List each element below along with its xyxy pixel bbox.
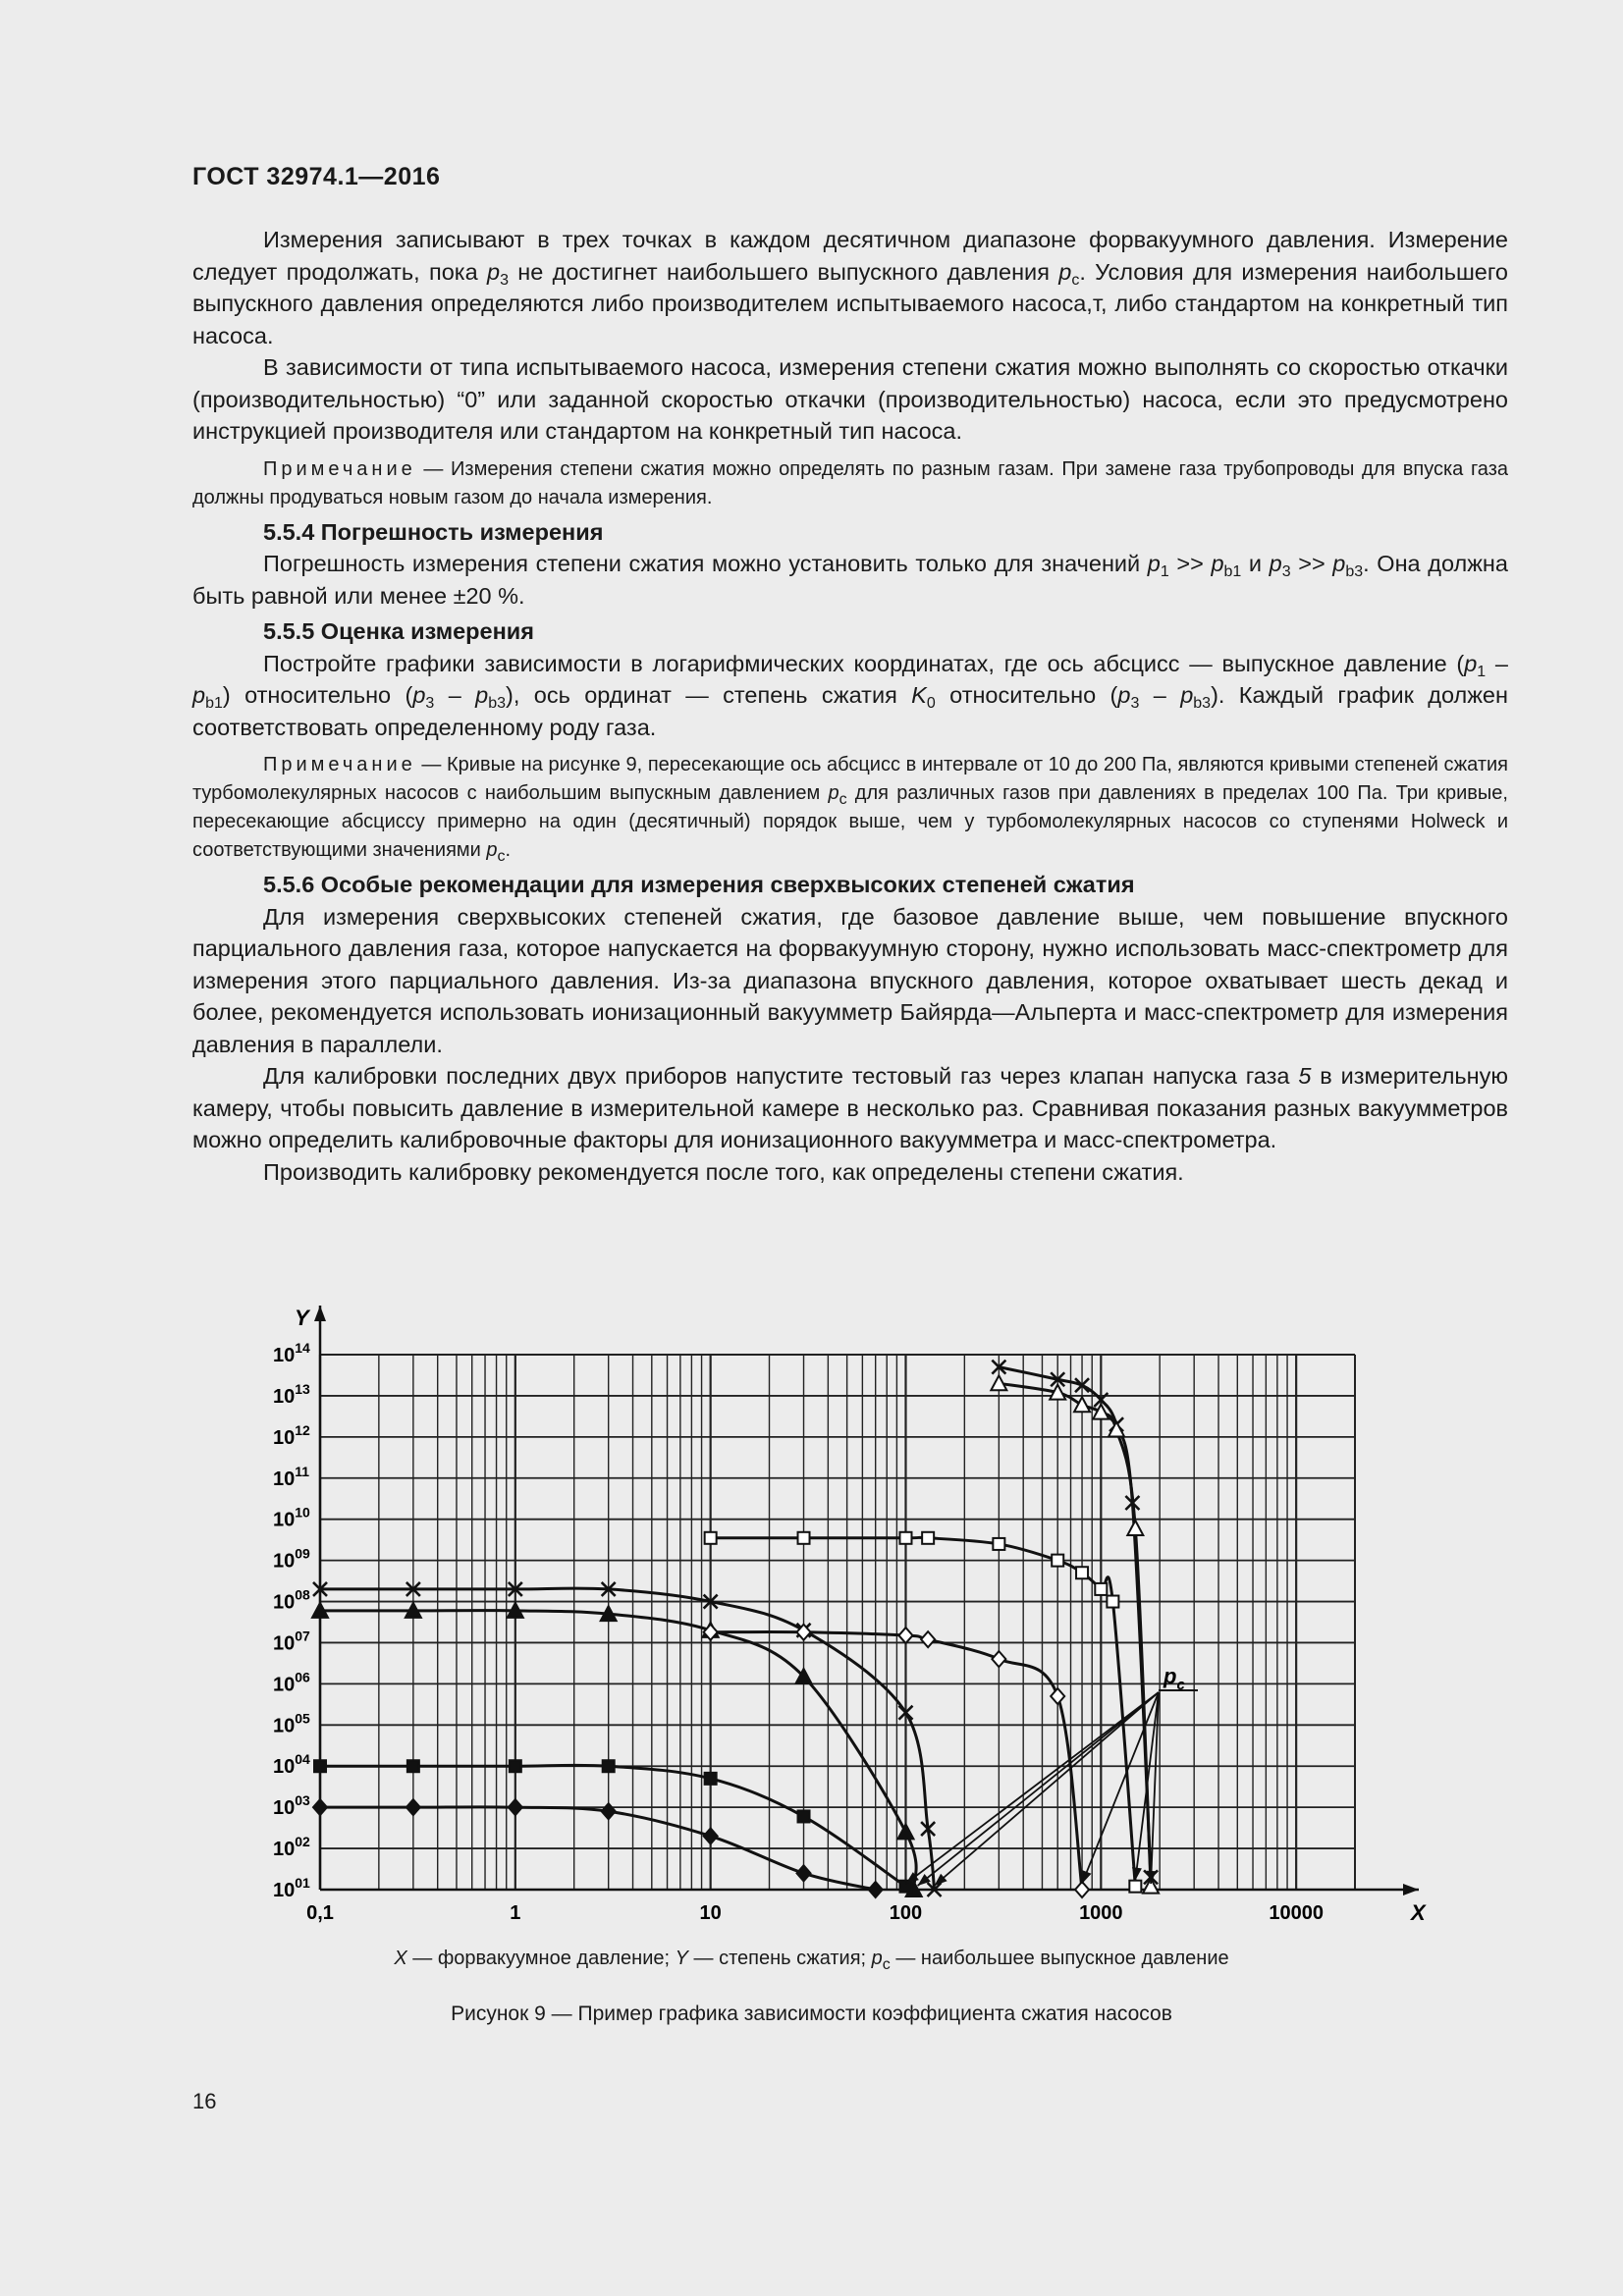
filled-diamond-marker (313, 1799, 327, 1815)
note-1: Примечание — Измерения степени сжатия можно определять по разным газам. При замене газа трубопроводы для впуска газа должны продуваться новым газом до начала измерения. (192, 457, 1508, 508)
x-tick-label: 1000 (1079, 1902, 1123, 1924)
open-square-marker (1052, 1555, 1063, 1567)
open-diamond-marker (921, 1631, 935, 1647)
x-tick-label: 0,1 (306, 1902, 334, 1924)
filled-triangle-marker (897, 1824, 913, 1839)
paragraph-2: В зависимости от типа испытываемого насоса, измерения степени сжатия можно выполнять со скоростью откачки (производительностью) “0” или заданной скоростью откачки (производительностью) насоса, если это предусмотрено инструкцией производителя или стандартом на конкретный тип насоса. (192, 354, 1508, 444)
section-5-5-5-text: Постройте графики зависимости в логарифмических координатах, где ось абсцисс — выпускное давление $(p_1 - p_{b1})$ относительно $(p_3 - p_{b3})$, ось ординат — степень сжатия $K_0$ относительно $(p_3 - p_{b3})$. Каждый график должен соответствовать определенному роду газа. (192, 650, 1508, 740)
page-number: 16 (192, 2089, 217, 2113)
y-tick-label: $10^{06}$ (273, 1669, 310, 1696)
filled-square-marker (798, 1810, 810, 1822)
open-square-marker (798, 1532, 810, 1544)
open-diamond-marker (1075, 1882, 1089, 1897)
chart-svg (245, 1296, 1453, 1924)
y-tick-label: $10^{07}$ (273, 1628, 310, 1655)
y-tick-label: $10^{08}$ (273, 1586, 310, 1614)
open-square-marker (1129, 1881, 1141, 1893)
section-5-5-6-paragraph-1: Для измерения сверхвысоких степеней сжатия, где базовое давление выше, чем повышение впускного парциального давления газа, которое напускается на форвакуумную сторону, нужно использовать масс-спектрометр для измерения этого парциального давления. Из-за диапазона впускного давления, которое охватывает шесть декад и более, рекомендуется использовать ионизационный вакуумметр Байярда—Альперта и масс-спектрометр для измерения давления в параллели. (192, 903, 1508, 1057)
y-tick-label: $10^{11}$ (273, 1463, 310, 1490)
open-square-marker (705, 1532, 717, 1544)
section-5-5-4-text: Погрешность измерения степени сжатия можно установить только для значений $p_1 >> p_{b1}$ и $p_3 >> p_{b3}$. Она должна быть равной или менее ±20 %. (192, 551, 1508, 609)
filled-square-marker (603, 1760, 615, 1772)
open-triangle-marker (1127, 1521, 1143, 1535)
open-diamond-marker (992, 1651, 1005, 1667)
y-tick-label: $10^{04}$ (273, 1751, 310, 1779)
filled-square-marker (510, 1760, 521, 1772)
y-tick-label: $10^{14}$ (273, 1340, 310, 1366)
filled-diamond-marker (704, 1828, 718, 1843)
chart-legend-line: X — форвакуумное давление; Y — степень сжатия; $p_c$ — наибольшее выпускное давление (394, 1948, 1229, 1973)
y-tick-label: $10^{01}$ (273, 1875, 310, 1901)
filled-diamond-marker (509, 1799, 522, 1815)
y-tick-label: $10^{05}$ (273, 1710, 310, 1737)
section-5-5-4-title: 5.5.4 Погрешность измерения (263, 518, 604, 545)
open-square-marker (993, 1538, 1004, 1550)
document-header: ГОСТ 32974.1—2016 (192, 163, 441, 190)
filled-square-marker (314, 1760, 326, 1772)
x-tick-label: 100 (889, 1902, 923, 1924)
filled-diamond-marker (797, 1865, 811, 1881)
x-tick-label: 1 (510, 1902, 521, 1924)
body-text (192, 224, 1508, 1188)
y-tick-label: $10^{13}$ (273, 1380, 310, 1408)
pc-annotation: $p_c$ (1163, 1664, 1185, 1693)
pc-arrow-head (1082, 1870, 1091, 1884)
pc-arrow-line (935, 1692, 1159, 1886)
open-diamond-marker (898, 1628, 912, 1643)
x-tick-label: 10 (699, 1902, 722, 1924)
x-axis-arrow (1403, 1884, 1419, 1896)
open-square-marker (1095, 1583, 1107, 1595)
open-triangle-marker (1074, 1397, 1090, 1412)
open-square-marker (1076, 1567, 1088, 1578)
y-tick-label: $10^{12}$ (273, 1421, 310, 1449)
y-axis-label: Y (295, 1306, 309, 1330)
y-tick-label: $10^{02}$ (273, 1834, 310, 1861)
y-tick-label: $10^{10}$ (273, 1504, 310, 1531)
filled-square-marker (705, 1773, 717, 1785)
open-square-marker (922, 1532, 934, 1544)
section-5-5-5-title: 5.5.5 Оценка измерения (263, 618, 534, 644)
filled-diamond-marker (602, 1803, 616, 1819)
pc-arrow-line (918, 1692, 1159, 1886)
section-5-5-6-paragraph-3: Производить калибровку рекомендуется после того, как определены степени сжатия. (263, 1158, 1184, 1185)
open-square-marker (899, 1532, 911, 1544)
figure-caption: Рисунок 9 — Пример графика зависимости коэффициента сжатия насосов (451, 2002, 1172, 2025)
open-diamond-marker (1051, 1688, 1064, 1704)
section-5-5-6-paragraph-2: Для калибровки последних двух приборов напустите тестовый газ через клапан напуска газа 5 в измерительную камеру, чтобы повысить давление в измерительной камере в несколько раз. Сравнивая показания разных вакуумметров можно определить калибровочные факторы для ионизационного вакуумметра и масс-спектрометра. (192, 1063, 1509, 1152)
filled-diamond-marker (406, 1799, 420, 1815)
section-5-5-6-title: 5.5.6 Особые рекомендации для измерения сверхвысоких степеней сжатия (263, 872, 1135, 897)
series-line-2 (320, 1765, 905, 1886)
figure-9-chart (245, 1296, 1453, 1924)
y-axis-arrow (314, 1306, 326, 1321)
x-axis-label: X (1411, 1900, 1426, 1924)
filled-diamond-marker (869, 1882, 883, 1897)
paragraph-1: Измерения записывают в трех точках в каждом десятичном диапазоне форвакуумного давления. Измерение следует продолжать, пока $p_3$ не достигнет наибольшего выпускного давления $p_c$. Условия для измерения наибольшего выпускного давления определяются либо производителем испытываемого насоса,т, либо стандартом на конкретный тип насоса. (192, 227, 1508, 348)
open-square-marker (1107, 1596, 1118, 1608)
x-tick-label: 10000 (1269, 1902, 1324, 1924)
y-tick-label: $10^{03}$ (273, 1792, 310, 1820)
note-2: Примечание — Кривые на рисунке 9, пересекающие ось абсцисс в интервале от 10 до 200 Па, являются кривыми степеней сжатия турбомолекулярных насосов с наибольшим выпускным давлением $p_c$ для различных газов при давлениях в пределах 100 Па. Три кривые, пересекающие абсциссу примерно на один (десятичный) порядок выше, чем у турбомолекулярных насосов со ступенями Holweck и соответствующими значениями $p_c$. (192, 754, 1508, 865)
y-tick-label: $10^{09}$ (273, 1545, 310, 1573)
filled-square-marker (407, 1760, 419, 1772)
